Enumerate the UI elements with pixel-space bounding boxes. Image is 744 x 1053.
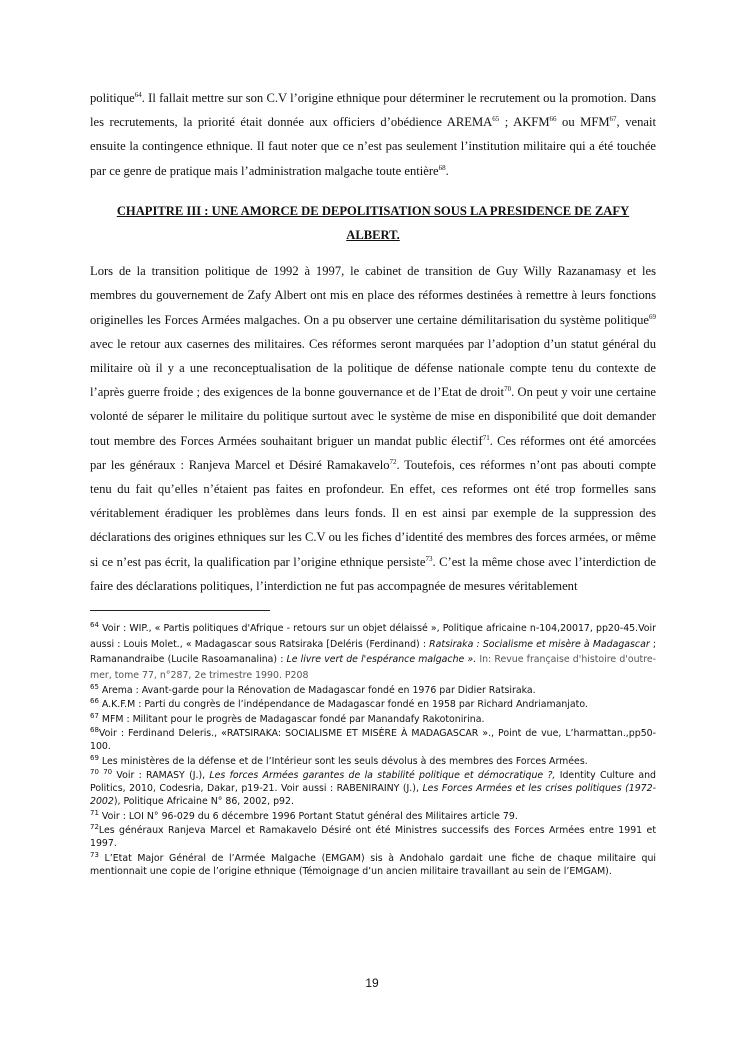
footnote-text: MFM : Militant pour le progrès de Madagascar fondé par Manandafy Rakotonirina. xyxy=(101,713,485,725)
footnote-ref-65[interactable]: 65 xyxy=(492,115,500,124)
footnote-text: Arema : Avant-garde pour la Rénovation de Madagascar fondé en 1976 par Didier Ratsiraka. xyxy=(101,685,536,697)
footnote-text: In: Revue française d'histoire d'outre-mer, tome 77, n°287, 2e trimestre 1990. P208 xyxy=(90,654,657,681)
footnote-text: Voir : LOI N° 96-029 du 6 décembre 1996 Portant Statut général des Militaires article 79. xyxy=(101,810,518,822)
footnote-number: 64 xyxy=(90,620,99,629)
footnote-66 xyxy=(90,698,656,711)
footnote-number: 65 xyxy=(90,682,99,691)
footnote-text: ; Ramanandraibe (Lucile Rasoamanalina) : xyxy=(90,638,657,666)
footnote-text: L’Etat Major Général de l’Armée Malgache (EMGAM) sis à Andohalo gardait une fiche de chaque militaire qui mentionnait une copie de l’origine ethnique (Témoignage d’un ancien militaire travaillant au sein de l’EMGAM). xyxy=(90,852,656,877)
footnote-text: Les généraux Ranjeva Marcel et Ramakavelo Désiré ont été Ministres successifs des Forces Armées entre 1991 et 1997. xyxy=(90,825,656,850)
footnote-64 xyxy=(90,621,656,683)
chapter-heading: CHAPITRE III : UNE AMORCE DE DEPOLITISATION SOUS LA PRESIDENCE DE ZAFY ALBERT. xyxy=(116,203,630,243)
footnote-text: Les ministères de la défense et de l’Intérieur sont les seuls dévolus à des membres des Forces Armées. xyxy=(101,755,588,767)
text-run: . C’est la même chose avec l’interdiction de faire des déclarations politiques, l’interdiction ne fut pas accompagnée de mesures véritablement xyxy=(90,554,656,593)
text-run: ou MFM xyxy=(556,115,610,130)
footnote-ref-69[interactable]: 69 xyxy=(649,312,656,321)
footnote-title: Ratsiraka : Socialisme et misère à Madagascar xyxy=(429,638,650,650)
footnote-text: A.K.F.M : Parti du congrès de l’indépendance de Madagascar fondé en 1958 par Richard Andriamanjato. xyxy=(101,699,588,711)
text-run: . Il fallait mettre sur son C.V l’origine ethnique pour déterminer le recrutement ou la promotion. Dans les recrutements, la priorité était donnée aux officiers d’obédience AREMA xyxy=(90,91,656,130)
footnote-70 xyxy=(90,769,656,809)
footnote-number: 71 xyxy=(90,808,99,817)
footnote-ref-66[interactable]: 66 xyxy=(549,115,557,124)
footnote-67 xyxy=(90,713,656,726)
text-run: politique xyxy=(90,91,135,105)
footnote-number: 70 xyxy=(103,767,113,776)
footnote-72 xyxy=(90,824,656,851)
text-run: avec le retour aux casernes des militaires. Ces réformes seront marquées par l’adoption d’un statut général du militaire où il y a une reconceptualisation de la politique de défense nationale compte tenu du contexte de l’après guerre froide ; des exigences de la bonne gouvernance et de l’Etat de droit xyxy=(90,336,656,400)
text-run: . On peut y voir une certaine volonté de séparer le militaire du politique surtout avec le système de mise en disponibilité que doit demander tout membre des Forces Armées souhaitant briguer un mandat public électif xyxy=(90,385,657,448)
footnote-ref-68[interactable]: 68 xyxy=(438,163,446,172)
text-run: Lors de la transition politique de 1992 à 1997, le cabinet de transition de Guy Willy Razanamasy et les membres du gouvernement de Zafy Albert ont mis en place des réformes destinées à remettre à leurs fonctions originelles les Forces Armées malgaches. On a pu observer une certaine démilitarisation du système politique xyxy=(90,264,656,327)
footnote-71 xyxy=(90,810,656,823)
page-number: 19 xyxy=(365,976,379,990)
footnote-ref-67[interactable]: 67 xyxy=(609,115,617,124)
footnote-ref-73[interactable]: 73 xyxy=(425,554,433,563)
footnote-ref-70[interactable]: 70 xyxy=(504,385,512,394)
footnote-69 xyxy=(90,755,656,768)
footnote-number: 73 xyxy=(90,850,99,859)
text-run: . xyxy=(445,163,449,178)
footnote-ref-72[interactable]: 72 xyxy=(389,457,397,466)
footnote-text: ), Politique Africaine N° 86, 2002, p92. xyxy=(113,796,294,808)
footnote-number: 69 xyxy=(90,753,99,762)
footnote-number: 70 xyxy=(90,767,99,776)
footnotes xyxy=(90,621,656,878)
footnote-68 xyxy=(90,727,656,754)
footnote-title: Le livre vert de l'espérance malgache ». xyxy=(286,654,477,666)
footnote-number: 68 xyxy=(90,725,99,734)
footnote-text: Identity Culture and Politics, 2010, Codesria, Dakar, p19-21. Voir aussi : RABENIRAINY (J.), xyxy=(90,769,656,795)
footnote-73 xyxy=(90,852,656,879)
paragraph-intro xyxy=(90,86,656,183)
text-run: . Ces réformes ont été amorcées par les généraux : Ranjeva Marcel et Désiré Ramakavelo xyxy=(90,433,656,472)
footnote-number: 72 xyxy=(90,822,99,831)
footnote-text: Voir : Ferdinand Deleris., «RATSIRAKA: SOCIALISME ET MISÈRE À MADAGASCAR »., Point de vue, L’harmattan.,pp50-100. xyxy=(90,727,656,753)
text-run: , venait ensuite la contingence ethnique. Il faut noter que ce n’est pas seulement l’institution militaire qui a été touchée par ce genre de pratique mais l’administration malgache toute entière xyxy=(90,115,656,178)
footnote-text: Voir : RAMASY (J.), xyxy=(112,769,210,781)
footnote-ref-64[interactable]: 64 xyxy=(134,90,142,99)
footnote-ref-71[interactable]: 71 xyxy=(482,433,490,442)
paragraph-main xyxy=(90,259,656,598)
footnote-number: 67 xyxy=(90,711,99,720)
footnote-separator xyxy=(90,610,270,611)
footnote-65 xyxy=(90,684,656,697)
document-page xyxy=(90,86,656,879)
text-run: . Toutefois, ces réformes n’ont pas abouti compte tenu du fait qu’elles n’étaient pas faites en profondeur. En effet, ces reformes ont été trop formelles sans véritablement éradiquer les problèmes dans leurs fonds. Il en est ainsi par exemple de la suppression des déclarations des origines ethniques sur les C.V ou les fiches d’identité des membres des forces armées, or même si ce n’est pas écrit, la qualification par l’origine ethnique persiste xyxy=(90,457,657,569)
footnote-text: Voir : WIP., « Partis politiques d'Afrique - retours sur un objet délaissé », Politique africaine n-104,20017, pp20-45.Voir aussi : Louis Molet., « Madagascar sous Ratsiraka [Deléris (Ferdinand) : xyxy=(90,623,657,650)
text-run: ; AKFM xyxy=(499,115,550,130)
footnote-title: Les Forces Armées et les crises politiques (1972-2002 xyxy=(90,783,656,808)
footnote-number: 66 xyxy=(90,697,99,706)
footnote-title: Les forces Armées garantes de la stabilité politique et démocratique ?, xyxy=(209,769,556,781)
